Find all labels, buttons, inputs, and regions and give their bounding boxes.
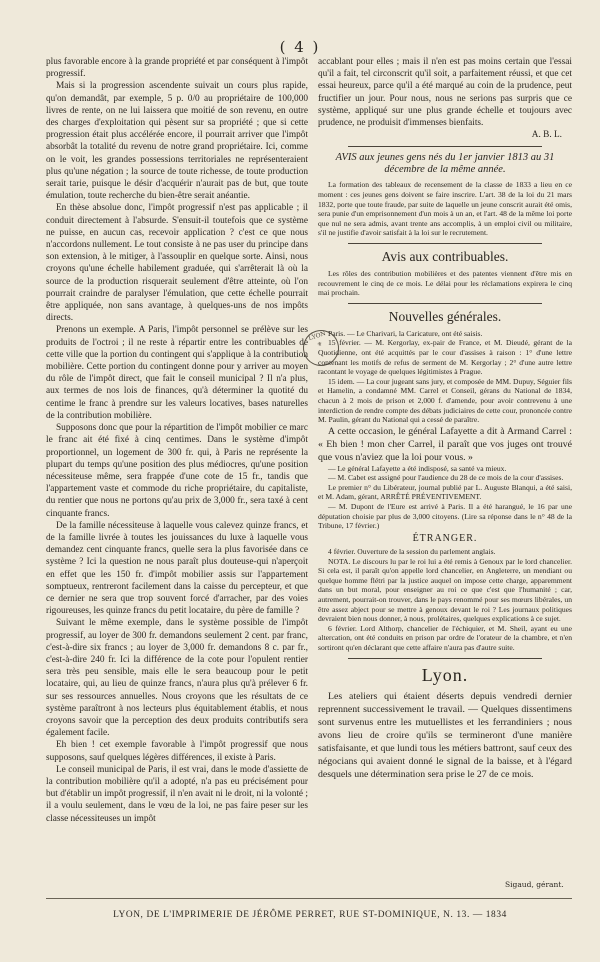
paragraph: De la famille nécessiteuse à laquelle vous calevez quinze francs, et de la famille livrée à toutes les jouissances du luxe à laquelle vous demandez cent cinquante francs, quelle sera la plus favorisée dans ce système ? Ici la question ne nous paraît plus douteuse-qui n'aperçoit en effet que les 150 fr. d'impôt mobilier assis sur l'appartement somptueux, rentreront facilement dans la caisse du percepteur, et que ce dernier ne sera que trop souvent forcé d'arracher, par des voies rigoureuses, les quinze francs du petit locataire, du père de famille ? (46, 520, 308, 617)
news-item: — M. Dupont de l'Eure est arrivé à Paris. Il a été harangué, le 16 par une députation choisie par plus de 3,000 citoyens. (Lire sa réponse dans le n° 48 de la Tribune, 17 février.) (318, 502, 572, 531)
signature: A. B. L. (531, 130, 562, 141)
footer-rule (46, 898, 572, 899)
foreign-item: NOTA. Le discours lu par le roi lui a été remis à Genoux par le lord chancelier. Si cela est, il paraît qu'on appelle lord chancelier, en Angleterre, un mendiant ou quelque homme flétri par la justice auquel on impose cette charge, apparemment dans un but moral, pour enseigner au roi ce que c'est que l'humanité ; car, autrement, pourrait-on trouver, dans le pays renommé pour ses mœurs libérales, un être assez abject pour se mettre à genoux devant le roi ? Les journaux politiques devraient bien nous donner, à nous, prolétaires, quelques explications à ce sujet. (318, 556, 572, 624)
news-item: A cette occasion, le général Lafayette a dit à Armand Carrel : « Eh bien ! mon cher Carrel, il paraît que vos juges ont trouvé que vous n'aviez que la loi pour vous. » (318, 425, 572, 463)
imprint-footer: LYON, DE L'IMPRIMERIE DE JÉRÔME PERRET, RUE ST-DOMINIQUE, N. 13. — 1834 (113, 910, 507, 920)
gerant-signature: Sigaud, gérant. (505, 880, 564, 889)
avis-text: La formation des tableaux de recensement de la classe de 1833 a lieu en ce moment : ces jeunes gens doivent se faire inscrire. L'art. 38 de la loi du 21 mars 1832, porte que toute fraude, par suite de laquelle un jeune conscrit aurait été omis, sera punie d'un emprisonnement d'un mois à un an, et l'art. 48 de la même loi porte que nul ne sera admis, avant trente ans accomplis, à un emploi civil ou militaire, s'il ne justifie d'avoir satisfait à la loi sur le recrutement. (318, 180, 572, 238)
avis-title: AVIS aux jeunes gens nés du 1er janvier 1813 au 31 décembre de la même année. (335, 152, 555, 176)
paragraph: Mais si la progression ascendente suivait un cours plus rapide, qu'on demandât, par exemple, 5 p. 0/0 au propriétaire de 100,000 livres de rente, on ne lui laissera que moitié de son revenu, en outre des charges d'exploitation qui pèsent sur sa propriété ; que si cette progression était plus accélérée encore, il pourrait arriver que l'impôt absorbât la totalité du revenu de notre grand propriétaire. Ici, comme on le voit, les grandes possessions territoriales ne représenteraient plus qu'une négation ; la source de toute richesse, de toute production serait tarie, puisque le désir d'acquérir n'aurait pas de but, que toute émulation, toute recherche du bien-être serait anéantie. (46, 81, 308, 202)
news-item: 15 idem. — La cour jugeant sans jury, et composée de MM. Dupuy, Séguier fils et Hamelin, a condamné MM. Carrel et Conseil, gérans du National de 1834, chacun à 2 mois de prison et 2,000 f. d'amende, pour avoir contrevenu à une interdiction de rendre compte des débats judiciaires de cette cour, prononcée contre M. Paulin, gérant du National qui a cessé de paraître. (318, 376, 572, 425)
paragraph: Le conseil municipal de Paris, il est vrai, dans le mode d'assiette de la contribution mobilière qu'il a adopté, n'a pas eu précisément pour but d'établir un impôt progressif, il n'en avait ni le droit, ni la volonté ; il a voulu seulement, dans le vœu de la loi, ne pas faire peser sur les classe nécessiteuses un impôt (46, 764, 308, 824)
contrib-text: Les rôles des contribution mobilières et des patentes viennent d'être mis en recouvrement le cinq de ce mois. Le délai pour les réclamations expirera le cinq mai prochain. (318, 268, 572, 298)
paragraph: Supposons donc que pour la répartition de l'impôt mobilier ce marc le franc ait été fixé à cinq centimes. Dans le système d'impôt proportionnel, un logement de 300 fr. qui, à Paris ne représente la plupart du temps qu'une position des plus médiocres, qu'une position nécessiteuse même, sera frappée d'une cote de 15 fr., tandis que l'appartement vaste et commode du riche propriétaire, du capitaliste, du rentier que nous ne portons qu'au prix de 3,000 fr., sera taxé à cent cinquante francs. (46, 423, 308, 519)
paragraph: plus favorable encore à la grande propriété et par conséquent à l'impôt progressif. (46, 57, 308, 80)
library-stamp: LYON ⚜ (298, 325, 343, 370)
news-item: — M. Cabet est assigné pour l'audience du 28 de ce mois de la cour d'assises. (328, 473, 564, 483)
paragraph: Suivant le même exemple, dans le système possible de l'impôt progressif, au loyer de 300 fr. demandons seulement 2 cent. par franc, c'est-à-dire six francs ; au loyer de 3,000 fr. demandons 8 c. par fr., c'est-à-dire 240 fr. Ici la différence de la cote pour l'opulent rentier sera très peu sensible, mais elle le sera beaucoup pour le petit locataire, qui, au lieu de quinze francs, n'aura plus qu'à prélever 6 fr. sur ses ressources annuelles. Nous croyons que les résultats de ce système paraîtront à nos lecteurs plus équitablement établis, et nous croyons savoir que la perception des deux produits contributifs sera également facile. (46, 618, 308, 739)
news-item: Le premier n° du Libérateur, journal publié par L. Auguste Blanqui, a été saisi, et M. Adam, gérant, ARRÊTÉ PRÉVENTIVEMENT. (318, 482, 572, 502)
foreign-item: 4 février. Ouverture de la session du parlement anglais. (328, 547, 496, 557)
paragraph: accablant pour elles ; mais il n'en est pas moins certain que l'essai qu'il a fait, tel circonscrit qu'il soit, a parfaitement réussi, et que cet essai heureux, parce qu'il a été marqué au coin de la prudence, peut fructifier un jour. Pour nous, nous ne serions pas surpris que ce système, appliqué sur une plus grande échelle et toujours avec prudence, ne produisit d'immenses bienfaits. (318, 57, 572, 129)
etranger-title: ÉTRANGER. (412, 532, 478, 544)
news-item: 15 février. — M. Kergorlay, ex-pair de France, et M. Dieudé, gérant de la Quotidienne, ont été acquittés par le cour d'assises à raison : 1° d'une lettre contenant les motifs de refus de serment de M. Kergorlay ; 2° d'une autre lettre racontant le voyage de quelques légitimistes à Prague. (318, 338, 572, 377)
left-column (46, 56, 308, 825)
paragraph: En thèse absolue donc, l'impôt progressif n'est pas applicable ; il conduit directement à l'absurde. S'ensuit-il toutefois que ce système ne puisse, en aucun cas, recevoir application ? c'est ce que nous n'accordons nullement. Le tout consiste à ne pas user du principe dans son extension, à le mitiger, à l'assouplir en quelque sorte. Ainsi, nous croyons qu'une échelle habilement graduée, qui s'arrêterait là où la source de la production risquerait seulement d'être atteinte, où l'on pourrait craindre de paralyser l'émulation, que cette échelle pourrait être appliquée, non sans avantage, à quelques-uns de nos impôts directs. (46, 203, 308, 324)
divider (348, 243, 542, 244)
lyon-text: Les ateliers qui étaient déserts depuis vendredi dernier reprennent successivement le travail. — Quelques dissentimens sont survenus entre les mutuellistes et les ferrandiniers ; nous avons lieu de croire qu'ils se termineront d'une manière satisfaisante, et que lundi tous les métiers battront, sauf ceux des négocians qui avaient donné le signal de la baisse, et à l'égard desquels une détermination sera prise le 27 de ce mois. (318, 690, 572, 780)
divider (348, 303, 542, 304)
right-column (318, 56, 572, 781)
contrib-title: Avis aux contribuables. (381, 248, 509, 264)
divider (348, 658, 542, 659)
news-item: — Le général Lafayette a été indisposé, sa santé va mieux. (328, 463, 507, 473)
news-item: Paris. — Le Charivari, la Caricature, ont été saisis. (328, 328, 483, 338)
paragraph: Prenons un exemple. A Paris, l'impôt personnel se prélève sur les produits de l'octroi ; il ne reste à répartir entre les contribuables de cette ville que la portion du contingent qui s'applique à la contribution mobilière. Cette portion du contingent donne pour y arriver au moyen du rôle de l'impôt direct, que fait le conseil municipal ? Il n'a plus, aux termes de nos lois de finances, qu'à déterminer la quotité du centime le franc à prendre sur les valeurs locatives, bases naturelles de la contribution mobilière. (46, 325, 308, 421)
divider (348, 146, 542, 147)
page-number: ( 4 ) (279, 38, 321, 56)
paragraph: Eh bien ! cet exemple favorable à l'impôt progressif que nous supposons, sauf quelques légères différences, il existe à Paris. (46, 740, 308, 763)
lyon-title: Lyon. (421, 664, 469, 685)
nouvelles-title: Nouvelles générales. (388, 308, 502, 324)
foreign-item: 6 février. Lord Althorp, chancelier de l'échiquier, et M. Sheil, ayant eu une altercation, ont été conduits en prison par ordre de l'orateur de la chambre, et n'en sortiront qu'en déclarant que cette affaire n'aura pas d'autre suite. (318, 623, 572, 652)
